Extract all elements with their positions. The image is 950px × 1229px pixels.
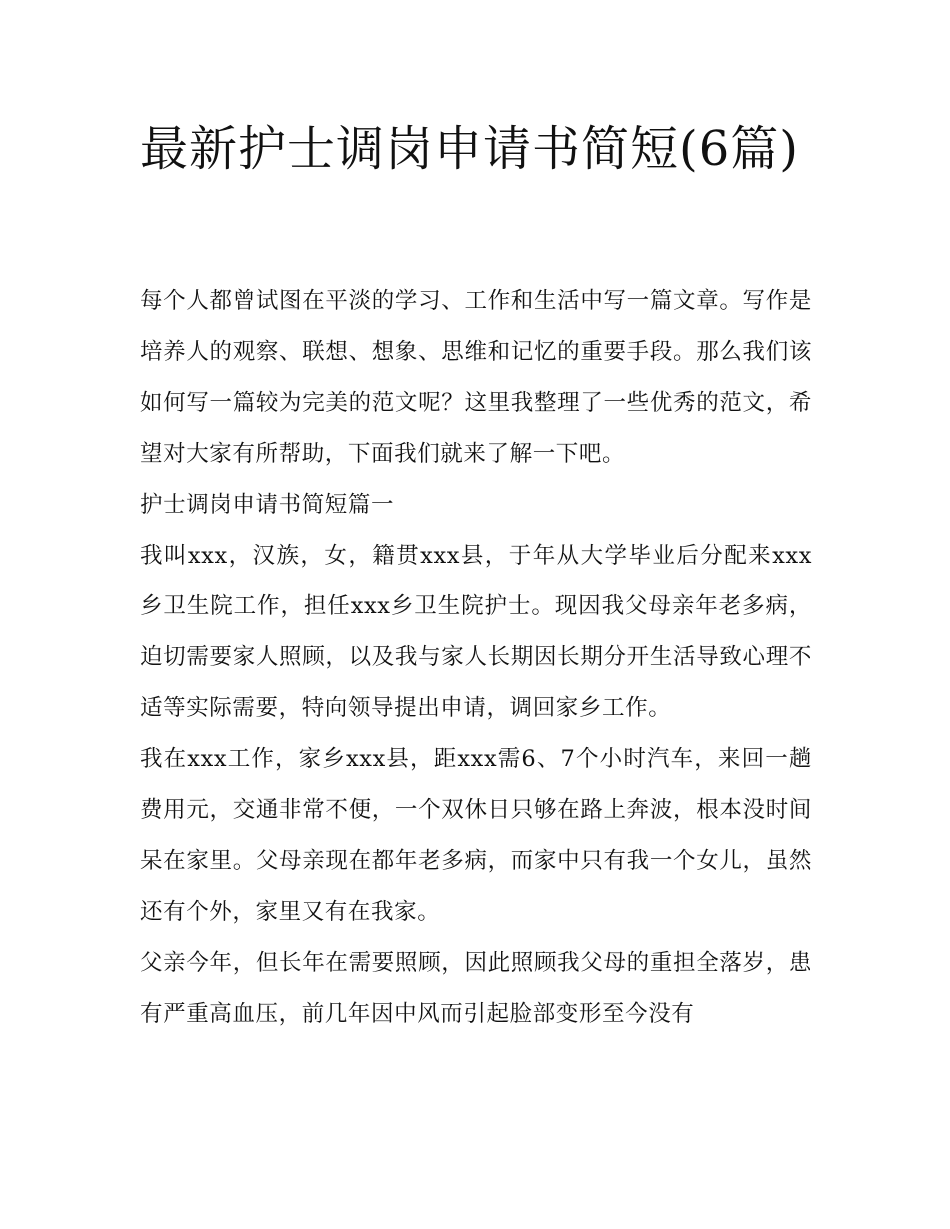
document-body: [140, 276, 812, 1040]
document-title: 最新护士调岗申请书简短(6篇): [140, 121, 799, 177]
body-paragraph: 父亲今年，但长年在需要照顾，因此照顾我父母的重担全落岁，患有严重高血压，前几年因中风而引起脸部变形至今没有: [140, 949, 812, 1027]
body-paragraph: 我在xxx工作，家乡xxx县，距xxx需6、7个小时汽车，来回一趟费用元，交通非常不便，一个双休日只够在路上奔波，根本没时间呆在家里。父母亲现在都年老多病，而家中只有我一个女儿，虽然还有个外，家里又有在我家。: [140, 746, 812, 925]
intro-paragraph: 每个人都曾试图在平淡的学习、工作和生活中写一篇文章。写作是培养人的观察、联想、想象、思维和记忆的重要手段。那么我们该如何写一篇较为完美的范文呢？这里我整理了一些优秀的范文，希望对大家有所帮助，下面我们就来了解一下吧。: [140, 288, 812, 467]
body-paragraph: 我叫xxx，汉族，女，籍贯xxx县，于年从大学毕业后分配来xxx乡卫生院工作，担任xxx乡卫生院护士。现因我父母亲年老多病，迫切需要家人照顾，以及我与家人长期因长期分开生活导致心理不适等实际需要，特向领导提出申请，调回家乡工作。: [140, 542, 812, 722]
section-heading: 护士调岗申请书简短篇一: [140, 491, 395, 518]
